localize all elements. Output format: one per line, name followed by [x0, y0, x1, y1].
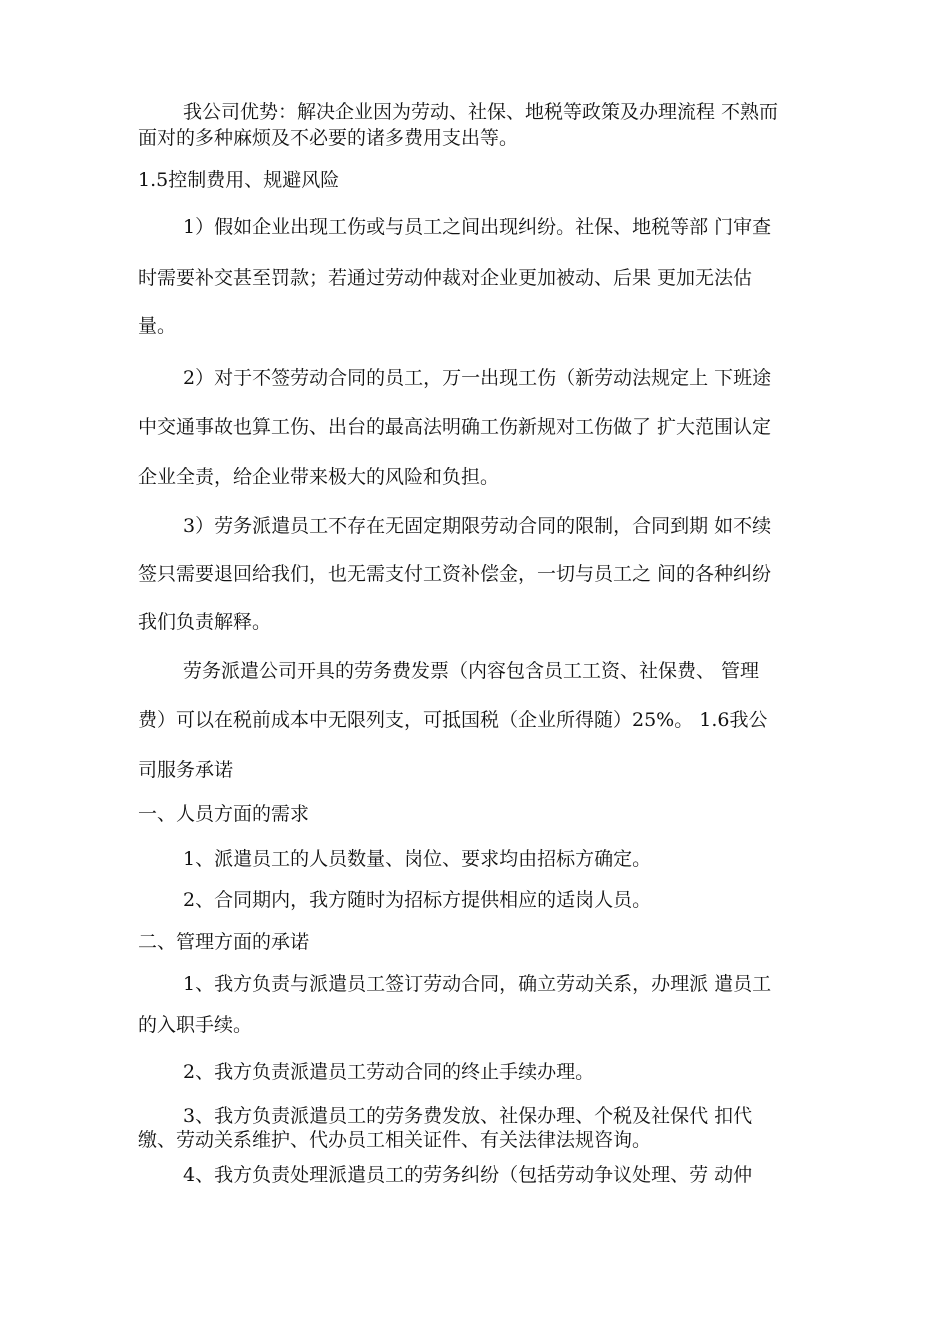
paragraph-line: 时需要补交甚至罚款；若通过劳动仲裁对企业更加被动、后果 更加无法估	[138, 267, 753, 289]
paragraph-line: 2）对于不签劳动合同的员工，万一出现工伤（新劳动法规定上 下班途	[183, 367, 772, 389]
section-heading: 1.5控制费用、规避风险	[138, 169, 340, 191]
paragraph-line: 缴、劳动关系维护、代办员工相关证件、有关法律法规咨询。	[138, 1129, 652, 1151]
paragraph-line: 企业全责，给企业带来极大的风险和负担。	[138, 466, 500, 488]
paragraph-line: 我公司优势：解决企业因为劳动、社保、地税等政策及办理流程 不熟而	[183, 101, 779, 123]
paragraph-line: 中交通事故也算工伤、出台的最高法明确工伤新规对工伤做了 扩大范围认定	[138, 416, 772, 438]
list-item: 1、我方负责与派遣员工签订劳动合同，确立劳动关系，办理派 遣员工	[183, 973, 772, 995]
list-item: 2、我方负责派遣员工劳动合同的终止手续办理。	[183, 1061, 595, 1083]
paragraph-line: 3）劳务派遣员工不存在无固定期限劳动合同的限制，合同到期 如不续	[183, 515, 772, 537]
paragraph-line: 1）假如企业出现工伤或与员工之间出现纠纷。社保、地税等部 门审查	[183, 216, 772, 238]
list-item: 1、派遣员工的人员数量、岗位、要求均由招标方确定。	[183, 848, 652, 870]
paragraph-line: 量。	[138, 315, 177, 337]
list-item: 3、我方负责派遣员工的劳务费发放、社保办理、个税及社保代 扣代	[183, 1105, 753, 1127]
paragraph-line: 司服务承诺	[138, 759, 234, 781]
section-heading: 二、管理方面的承诺	[138, 931, 310, 953]
paragraph-line: 面对的多种麻烦及不必要的诸多费用支出等。	[138, 127, 519, 149]
paragraph-line: 签只需要退回给我们，也无需支付工资补偿金，一切与员工之 间的各种纠纷	[138, 563, 772, 585]
list-item: 2、合同期内，我方随时为招标方提供相应的适岗人员。	[183, 889, 652, 911]
list-item: 4、我方负责处理派遣员工的劳务纠纷（包括劳动争议处理、劳 动仲	[183, 1164, 753, 1186]
paragraph-line: 的入职手续。	[138, 1014, 253, 1036]
paragraph-line: 劳务派遣公司开具的劳务费发票（内容包含员工工资、社保费、 管理	[183, 660, 760, 682]
section-heading: 一、人员方面的需求	[138, 803, 310, 825]
paragraph-line: 费）可以在税前成本中无限列支，可抵国税（企业所得随）25%。 1.6我公	[138, 709, 768, 731]
paragraph-line: 我们负责解释。	[138, 611, 272, 633]
